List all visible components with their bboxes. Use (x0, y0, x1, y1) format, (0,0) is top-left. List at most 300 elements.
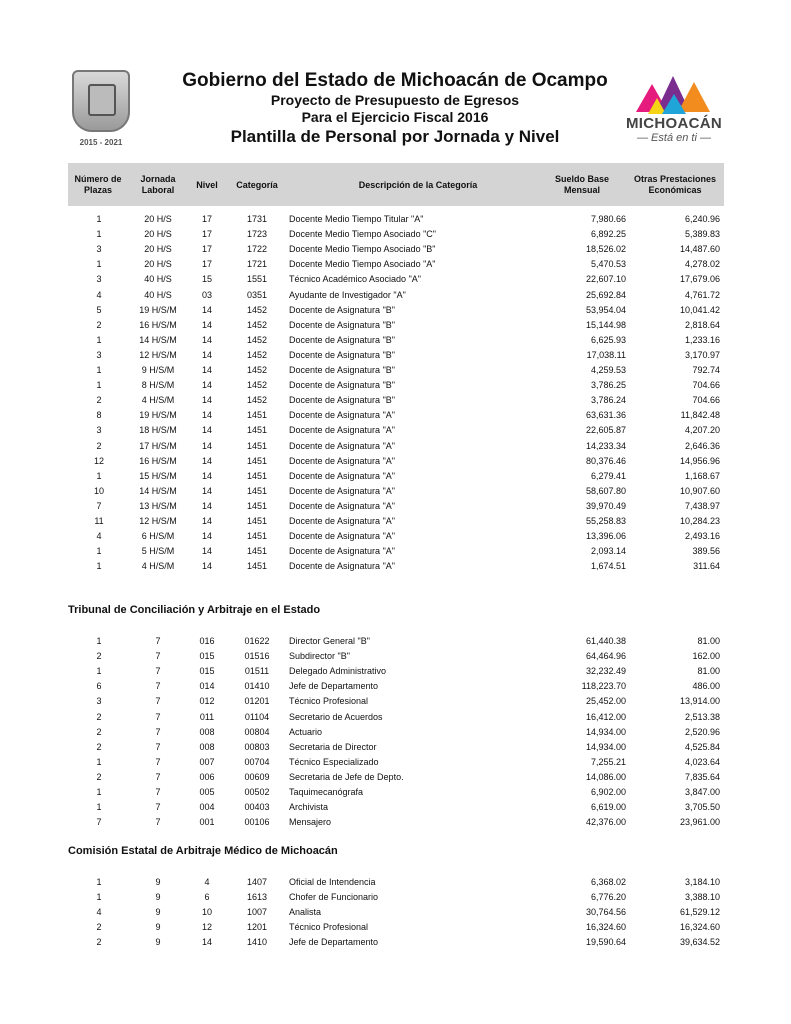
cell-jornada: 15 H/S/M (139, 470, 177, 481)
cell-categoria: 1613 (246, 892, 268, 903)
cell-plazas: 2 (96, 937, 102, 948)
cell-jornada: 7 (155, 726, 161, 737)
cell-sueldo: 18,526.02 (585, 244, 626, 255)
cell-plazas: 1 (96, 214, 102, 224)
cell-plazas: 1 (96, 787, 102, 797)
cell-descripcion: Subdirector "B" (289, 651, 350, 662)
cell-jornada: 8 H/S/M (141, 380, 175, 391)
cell-descripcion: Analista (289, 907, 322, 918)
cell-jornada: 19 H/S/M (139, 304, 177, 315)
cell-sueldo: 6,892.25 (590, 229, 626, 240)
cell-plazas: 7 (96, 500, 102, 511)
cell-jornada: 7 (155, 756, 161, 767)
cell-sueldo: 6,902.00 (590, 787, 626, 797)
cell-otras: 3,170.97 (684, 349, 720, 360)
cell-categoria: 1731 (246, 214, 268, 224)
table-row (68, 710, 724, 725)
cell-sueldo: 6,625.93 (590, 334, 626, 345)
cell-jornada: 7 (155, 681, 161, 692)
cell-descripcion: Docente Medio Tiempo Titular "A" (289, 214, 424, 224)
cell-nivel: 007 (199, 756, 215, 767)
cell-nivel: 014 (199, 681, 215, 692)
cell-sueldo: 14,934.00 (585, 726, 626, 737)
cell-categoria: 00803 (244, 741, 270, 752)
cell-descripcion: Docente de Asignatura "B" (289, 319, 395, 330)
cell-jornada: 9 (155, 892, 161, 903)
table-row (68, 333, 724, 348)
cell-categoria: 1410 (246, 937, 268, 948)
cell-otras: 162.00 (692, 651, 720, 662)
cell-sueldo: 17,038.11 (586, 349, 626, 360)
cell-sueldo: 13,396.06 (585, 531, 626, 542)
cell-categoria: 1452 (246, 319, 268, 330)
cell-sueldo: 16,412.00 (585, 711, 626, 722)
cell-nivel: 14 (201, 395, 212, 406)
cell-categoria: 1451 (246, 440, 268, 451)
cell-sueldo: 118,223.70 (581, 681, 626, 692)
cell-otras: 23,961.00 (679, 817, 720, 828)
cell-plazas: 3 (96, 274, 102, 285)
cell-categoria: 01622 (244, 636, 270, 646)
cell-categoria: 1451 (246, 500, 268, 511)
cell-plazas: 2 (96, 711, 102, 722)
table-row (68, 755, 724, 770)
cell-nivel: 12 (201, 922, 212, 933)
cell-nivel: 17 (201, 229, 212, 240)
cell-jornada: 4 H/S/M (141, 561, 175, 572)
cell-categoria: 01410 (244, 681, 270, 692)
cell-nivel: 17 (201, 244, 212, 255)
cell-nivel: 17 (201, 259, 212, 270)
cell-nivel: 14 (201, 485, 212, 496)
cell-otras: 13,914.00 (679, 696, 720, 707)
cell-descripcion: Actuario (289, 726, 323, 737)
cell-otras: 2,520.96 (684, 726, 720, 737)
cell-otras: 389.56 (692, 546, 720, 557)
cell-jornada: 9 (155, 907, 161, 918)
cell-jornada: 7 (155, 696, 161, 707)
cell-jornada: 20 H/S (144, 229, 172, 240)
table-row (68, 257, 724, 272)
cell-descripcion: Jefe de Departamento (289, 681, 379, 692)
table-column-header (68, 163, 724, 206)
cell-descripcion: Director General "B" (289, 636, 370, 646)
table-row (68, 288, 724, 303)
cell-plazas: 8 (96, 410, 102, 421)
cell-otras: 2,493.16 (684, 531, 720, 542)
cell-plazas: 11 (94, 516, 104, 526)
cell-descripcion: Docente de Asignatura "A" (289, 500, 395, 511)
cell-jornada: 5 H/S/M (141, 546, 175, 557)
cell-descripcion: Técnico Profesional (289, 922, 369, 933)
cell-otras: 4,761.72 (684, 289, 720, 300)
cell-otras: 14,487.60 (679, 244, 720, 255)
cell-jornada: 7 (155, 666, 161, 677)
cell-otras: 486.00 (692, 681, 720, 692)
cell-categoria: 01516 (244, 651, 270, 662)
cell-jornada: 7 (155, 787, 161, 797)
cell-sueldo: 30,764.56 (585, 907, 626, 918)
brand-mark-icon (622, 76, 726, 116)
cell-jornada: 14 H/S/M (139, 334, 177, 345)
cell-otras: 81.00 (697, 666, 720, 677)
cell-sueldo: 7,980.66 (590, 214, 626, 224)
cell-otras: 11,842.48 (680, 410, 720, 421)
cell-categoria: 1452 (246, 395, 268, 406)
cell-sueldo: 14,934.00 (585, 741, 626, 752)
cell-plazas: 1 (96, 877, 102, 887)
cell-jornada: 9 H/S/M (141, 365, 175, 375)
cell-categoria: 00106 (244, 817, 270, 828)
cell-categoria: 1451 (246, 425, 268, 436)
table-row (68, 303, 724, 318)
cell-otras: 2,513.38 (684, 711, 720, 722)
cell-descripcion: Docente Medio Tiempo Asociado "B" (289, 244, 436, 255)
table-row (68, 439, 724, 454)
cell-nivel: 4 (204, 877, 210, 887)
cell-sueldo: 3,786.25 (590, 380, 626, 391)
cell-nivel: 14 (201, 349, 212, 360)
cell-plazas: 6 (96, 681, 102, 692)
cell-nivel: 14 (201, 531, 212, 542)
cell-categoria: 1451 (246, 470, 268, 481)
cell-otras: 39,634.52 (679, 937, 720, 948)
brand-name: MICHOACÁN (625, 115, 723, 132)
table-row (68, 408, 724, 423)
table-row (68, 890, 724, 905)
cell-plazas: 1 (96, 380, 102, 391)
table-row (68, 634, 724, 649)
table-row (68, 423, 724, 438)
cell-descripcion: Archivista (289, 802, 329, 813)
cell-nivel: 6 (204, 892, 210, 903)
cell-otras: 1,233.16 (684, 334, 720, 345)
cell-otras: 2,646.36 (684, 440, 720, 451)
cell-sueldo: 4,259.53 (590, 365, 626, 375)
cell-sueldo: 2,093.14 (590, 546, 626, 557)
cell-descripcion: Docente de Asignatura "A" (289, 516, 395, 526)
cell-nivel: 001 (199, 817, 215, 828)
cell-nivel: 14 (201, 561, 212, 572)
cell-sueldo: 61,440.38 (585, 636, 626, 646)
cell-sueldo: 6,619.00 (590, 802, 626, 813)
cell-descripcion: Docente de Asignatura "A" (289, 440, 395, 451)
cell-otras: 10,284.23 (679, 516, 720, 526)
cell-plazas: 3 (96, 425, 102, 436)
cell-categoria: 1452 (246, 349, 268, 360)
cell-otras: 16,324.60 (679, 922, 720, 933)
cell-plazas: 1 (96, 666, 102, 677)
cell-plazas: 1 (96, 802, 102, 813)
cell-descripcion: Docente de Asignatura "A" (289, 425, 395, 436)
table-row (68, 242, 724, 257)
cell-jornada: 20 H/S (144, 214, 172, 224)
cell-plazas: 3 (96, 244, 102, 255)
cell-sueldo: 22,607.10 (585, 274, 626, 285)
table-row (68, 454, 724, 469)
cell-descripcion: Secretaria de Jefe de Depto. (289, 771, 404, 782)
cell-sueldo: 14,233.34 (585, 440, 626, 451)
section-title: Tribunal de Conciliación y Arbitraje en el Estado (68, 604, 321, 616)
cell-descripcion: Técnico Académico Asociado "A" (289, 274, 421, 285)
cell-descripcion: Docente de Asignatura "A" (289, 455, 395, 466)
cell-otras: 10,907.60 (679, 485, 720, 496)
column-otras-prestaciones: Otras Prestaciones Económicas (633, 174, 717, 195)
cell-descripcion: Docente de Asignatura "B" (289, 395, 395, 406)
cell-otras: 17,679.06 (679, 274, 720, 285)
cell-jornada: 12 H/S/M (139, 516, 177, 526)
table-row (68, 725, 724, 740)
cell-sueldo: 55,258.83 (585, 516, 626, 526)
table-row (68, 499, 724, 514)
cell-nivel: 14 (201, 470, 212, 481)
table-row (68, 694, 724, 709)
cell-sueldo: 25,692.84 (585, 289, 626, 300)
cell-otras: 1,168.67 (684, 470, 720, 481)
cell-sueldo: 5,470.53 (590, 259, 626, 270)
cell-categoria: 1007 (246, 907, 268, 918)
cell-sueldo: 63,631.36 (585, 410, 626, 421)
table-row (68, 664, 724, 679)
cell-plazas: 1 (96, 546, 102, 557)
cell-plazas: 3 (96, 349, 102, 360)
cell-descripcion: Jefe de Departamento (289, 937, 379, 948)
cell-plazas: 1 (96, 229, 102, 240)
cell-descripcion: Oficial de Intendencia (289, 877, 376, 887)
column-plazas: Número de Plazas (74, 174, 122, 195)
cell-jornada: 9 (155, 922, 161, 933)
cell-nivel: 005 (199, 787, 215, 797)
cell-sueldo: 19,590.64 (585, 937, 626, 948)
table-row (68, 363, 724, 378)
cell-categoria: 1451 (246, 561, 268, 572)
cell-nivel: 015 (199, 666, 215, 677)
cell-jornada: 7 (155, 636, 161, 646)
cell-otras: 4,023.64 (684, 756, 720, 767)
cell-sueldo: 25,452.00 (585, 696, 626, 707)
cell-nivel: 14 (201, 440, 212, 451)
table-row (68, 935, 724, 950)
cell-jornada: 40 H/S (144, 289, 172, 300)
table-row (68, 679, 724, 694)
cell-nivel: 14 (201, 304, 212, 315)
cell-nivel: 14 (201, 455, 212, 466)
cell-descripcion: Docente Medio Tiempo Asociado "A" (289, 259, 436, 270)
cell-sueldo: 1,674.51 (590, 561, 626, 572)
cell-jornada: 12 H/S/M (139, 349, 177, 360)
cell-categoria: 1722 (246, 244, 268, 255)
cell-descripcion: Docente de Asignatura "B" (289, 334, 395, 345)
cell-plazas: 4 (96, 531, 102, 542)
table-row (68, 740, 724, 755)
cell-sueldo: 39,970.49 (585, 500, 626, 511)
cell-otras: 4,278.02 (684, 259, 720, 270)
table-row (68, 815, 724, 830)
cell-nivel: 008 (199, 726, 215, 737)
cell-nivel: 14 (201, 516, 212, 526)
cell-plazas: 1 (96, 756, 102, 767)
column-jornada: Jornada Laboral (140, 174, 176, 195)
cell-descripcion: Docente de Asignatura "A" (289, 410, 395, 421)
document-subtitle-staff: Plantilla de Personal por Jornada y Nivel (230, 127, 560, 146)
table-row (68, 875, 724, 890)
cell-plazas: 1 (96, 636, 102, 646)
cell-descripcion: Técnico Especializado (289, 756, 379, 767)
cell-plazas: 1 (96, 470, 102, 481)
cell-nivel: 011 (199, 711, 215, 722)
coat-of-arms-icon (72, 70, 130, 132)
cell-categoria: 00804 (244, 726, 270, 737)
cell-sueldo: 6,279.41 (590, 470, 626, 481)
cell-jornada: 14 H/S/M (139, 485, 177, 496)
cell-jornada: 6 H/S/M (141, 531, 175, 542)
cell-categoria: 0351 (246, 289, 268, 300)
cell-otras: 10,041.42 (679, 304, 720, 315)
table-row (68, 559, 724, 574)
cell-sueldo: 6,368.02 (590, 877, 626, 887)
cell-nivel: 10 (201, 907, 212, 918)
table-row (68, 318, 724, 333)
table-row (68, 227, 724, 242)
cell-sueldo: 3,786.24 (590, 395, 626, 406)
cell-categoria: 1451 (246, 485, 268, 496)
cell-sueldo: 80,376.46 (585, 455, 626, 466)
cell-categoria: 1452 (246, 304, 268, 315)
cell-sueldo: 58,607.80 (585, 485, 626, 496)
cell-categoria: 1451 (246, 546, 268, 557)
cell-nivel: 03 (201, 289, 212, 300)
cell-plazas: 12 (93, 455, 104, 466)
cell-categoria: 01201 (244, 696, 270, 707)
table-row (68, 348, 724, 363)
cell-sueldo: 32,232.49 (585, 666, 626, 677)
cell-jornada: 40 H/S (144, 274, 172, 285)
cell-nivel: 14 (201, 500, 212, 511)
cell-jornada: 9 (155, 877, 161, 887)
cell-categoria: 00609 (244, 771, 270, 782)
cell-descripcion: Secretario de Acuerdos (289, 711, 383, 722)
cell-nivel: 15 (201, 274, 212, 285)
cell-categoria: 1451 (246, 455, 268, 466)
document-subtitle-fiscal-year: Para el Ejercicio Fiscal 2016 (301, 109, 489, 125)
cell-categoria: 1721 (246, 259, 268, 270)
cell-descripcion: Técnico Profesional (289, 696, 369, 707)
seal-years: 2015 - 2021 (79, 138, 123, 147)
cell-jornada: 7 (155, 651, 161, 662)
cell-nivel: 14 (201, 937, 212, 948)
cell-jornada: 19 H/S/M (139, 410, 177, 421)
state-seal-logo (68, 70, 134, 152)
cell-nivel: 016 (199, 636, 215, 646)
cell-descripcion: Ayudante de Investigador "A" (289, 289, 406, 300)
cell-nivel: 14 (201, 410, 212, 421)
cell-jornada: 7 (155, 711, 161, 722)
cell-plazas: 1 (96, 892, 102, 903)
cell-otras: 5,389.83 (684, 229, 720, 240)
cell-categoria: 00502 (244, 787, 270, 797)
cell-otras: 7,438.97 (684, 500, 720, 511)
cell-jornada: 18 H/S/M (139, 425, 177, 436)
table-row (68, 514, 724, 529)
cell-sueldo: 22,605.87 (585, 425, 626, 436)
column-categoria: Categoría (236, 180, 278, 190)
cell-categoria: 1407 (246, 877, 268, 887)
cell-categoria: 1452 (246, 365, 268, 375)
table-row (68, 920, 724, 935)
table-row (68, 800, 724, 815)
cell-jornada: 16 H/S/M (139, 319, 177, 330)
cell-nivel: 012 (199, 696, 215, 707)
cell-jornada: 17 H/S/M (139, 440, 177, 451)
cell-categoria: 1723 (246, 229, 268, 240)
cell-jornada: 20 H/S (144, 244, 172, 255)
cell-otras: 61,529.12 (679, 907, 720, 918)
cell-descripcion: Docente de Asignatura "A" (289, 485, 395, 496)
cell-jornada: 9 (155, 937, 161, 948)
cell-jornada: 20 H/S (144, 259, 172, 270)
table-row (68, 770, 724, 785)
cell-otras: 81.00 (697, 636, 720, 646)
cell-jornada: 13 H/S/M (139, 500, 177, 511)
cell-plazas: 2 (96, 395, 102, 406)
cell-nivel: 008 (199, 741, 215, 752)
cell-jornada: 4 H/S/M (141, 395, 175, 406)
cell-nivel: 006 (199, 771, 215, 782)
cell-nivel: 14 (201, 319, 212, 330)
cell-nivel: 14 (201, 334, 212, 345)
document-header (150, 70, 640, 148)
cell-categoria: 1201 (246, 922, 268, 933)
cell-descripcion: Delegado Administrativo (289, 666, 387, 677)
cell-descripcion: Secretaria de Director (289, 741, 377, 752)
cell-jornada: 7 (155, 802, 161, 813)
cell-categoria: 1452 (246, 334, 268, 345)
cell-plazas: 5 (96, 304, 102, 315)
table-row (68, 469, 724, 484)
document-title: Gobierno del Estado de Michoacán de Ocampo (182, 70, 608, 91)
cell-nivel: 14 (201, 380, 212, 391)
cell-sueldo: 6,776.20 (590, 892, 626, 903)
cell-plazas: 2 (96, 771, 102, 782)
cell-descripcion: Docente de Asignatura "B" (289, 349, 395, 360)
cell-descripcion: Docente de Asignatura "A" (289, 531, 395, 542)
cell-nivel: 17 (201, 214, 212, 224)
cell-categoria: 00403 (244, 802, 270, 813)
cell-otras: 3,184.10 (684, 877, 720, 887)
cell-plazas: 2 (96, 651, 102, 662)
cell-nivel: 14 (201, 546, 212, 557)
cell-sueldo: 14,086.00 (585, 771, 626, 782)
cell-plazas: 2 (96, 440, 102, 451)
cell-categoria: 00704 (244, 756, 270, 767)
cell-plazas: 1 (96, 259, 102, 270)
section-title: Comisión Estatal de Arbitraje Médico de Michoacán (68, 845, 338, 857)
cell-plazas: 3 (96, 696, 102, 707)
table-row (68, 905, 724, 920)
table-row (68, 484, 724, 499)
table-row (68, 212, 724, 227)
cell-otras: 3,388.10 (684, 892, 720, 903)
cell-nivel: 14 (201, 365, 212, 375)
column-nivel: Nivel (196, 180, 218, 190)
cell-descripcion: Docente de Asignatura "A" (289, 546, 395, 557)
cell-categoria: 1551 (246, 274, 268, 285)
table-row (68, 649, 724, 664)
cell-descripcion: Docente de Asignatura "B" (289, 380, 395, 391)
cell-descripcion: Docente de Asignatura "B" (289, 365, 395, 375)
cell-categoria: 1451 (246, 531, 268, 542)
cell-nivel: 14 (201, 425, 212, 436)
